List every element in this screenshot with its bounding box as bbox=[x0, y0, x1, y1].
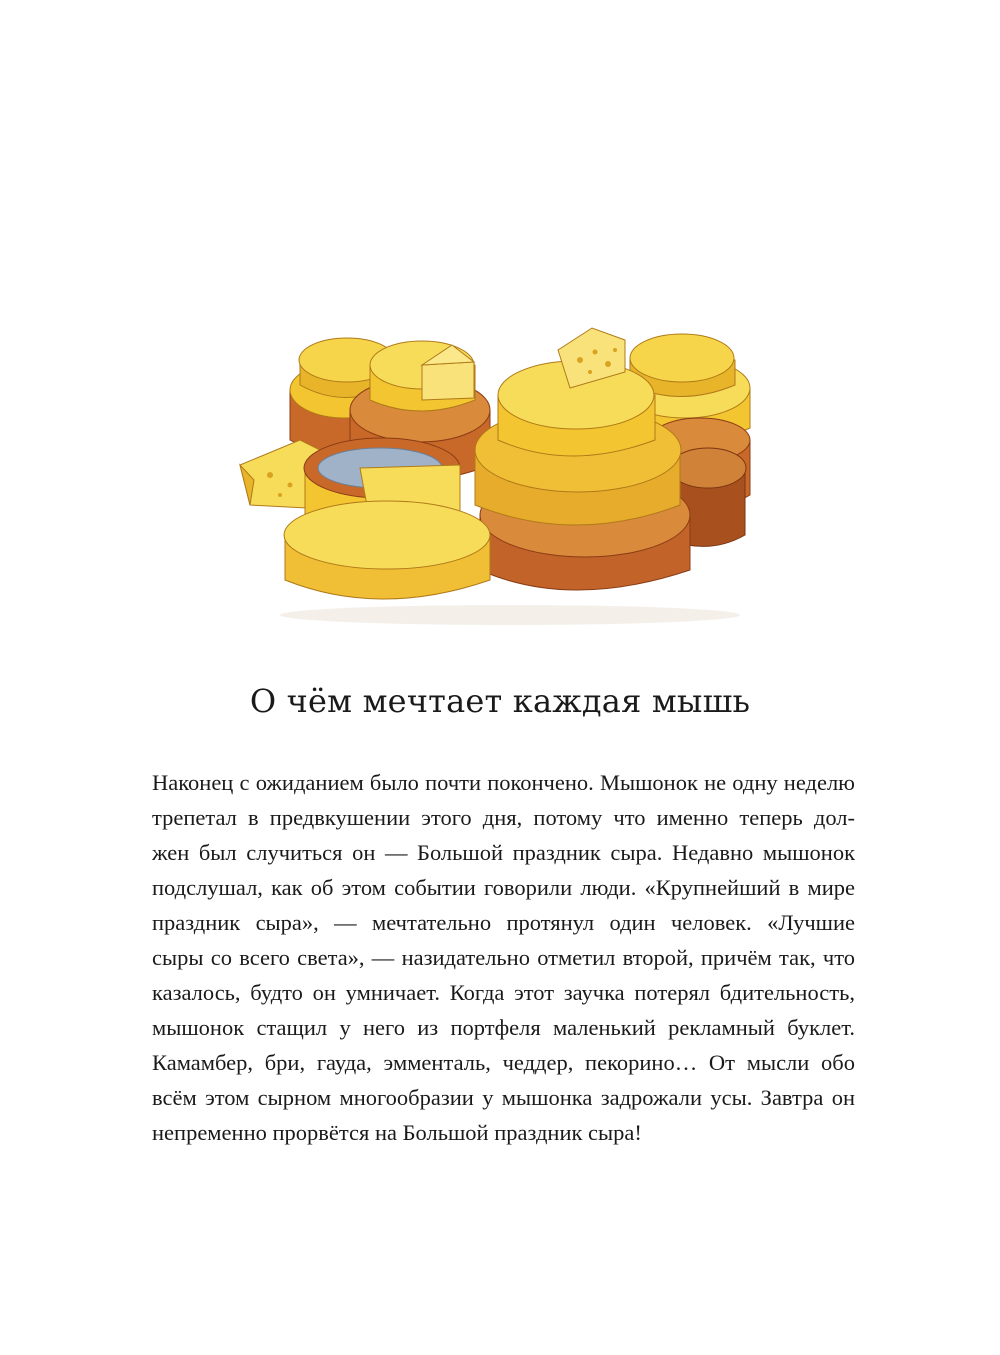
chapter-body bbox=[152, 765, 855, 1150]
body-line: жен был случиться он — Большой праздник сыра. Недавно мышонок bbox=[152, 840, 855, 865]
body-line: подслушал, как об этом событии говорили люди. «Крупнейший в мире bbox=[152, 875, 855, 900]
body-line: Камамбер, бри, гауда, эмменталь, чеддер, пекорино… От мысли обо bbox=[152, 1050, 855, 1075]
body-line: трепетал в предвкушении этого дня, потому что именно теперь дол- bbox=[152, 805, 855, 830]
body-line: сыры со всего света», — назидательно отметил второй, причём так, что bbox=[152, 945, 855, 970]
cheese-wheel-front-bottom bbox=[284, 501, 490, 599]
body-line: праздник сыра», — мечтательно протянул один человек. «Лучшие bbox=[152, 910, 855, 935]
body-line: непременно прорвётся на Большой праздник сыра! bbox=[152, 1120, 642, 1145]
body-line: всём этом сырном многообразии у мышонка задрожали усы. Завтра он bbox=[152, 1085, 855, 1110]
body-line: мышонок стащил у него из портфеля маленький рекламный буклет. bbox=[152, 1015, 855, 1040]
body-line: Наконец с ожиданием было почти покончено. Мышонок не одну неделю bbox=[152, 770, 855, 795]
table-shadow bbox=[280, 605, 740, 625]
body-line: казалось, будто он умничает. Когда этот заучка потерял бдительность, bbox=[152, 980, 855, 1005]
chapter-title: О чём мечтает каждая мышь bbox=[249, 682, 751, 720]
cheese-wheels-illustration bbox=[230, 300, 770, 630]
